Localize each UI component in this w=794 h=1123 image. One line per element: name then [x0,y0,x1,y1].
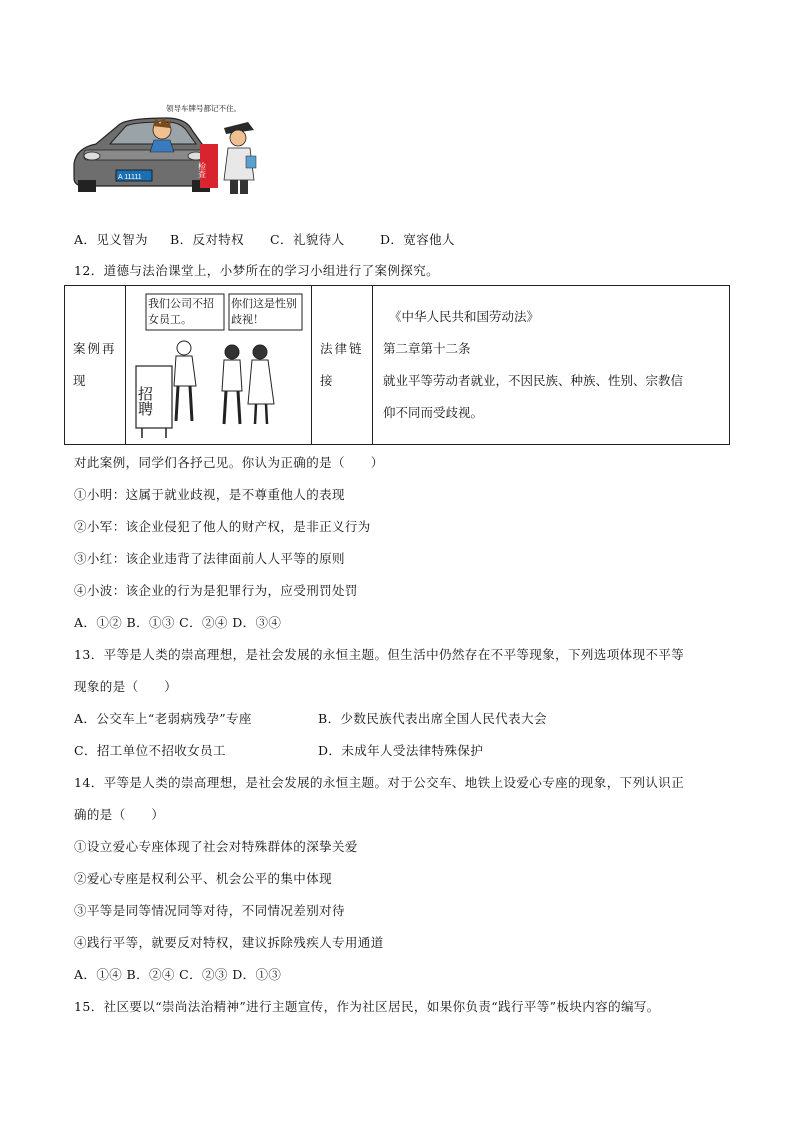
q13-option-a: A．公交车上“老弱病残孕”专座 [74,711,252,726]
recruit-sign: 招聘 [136,386,154,416]
law-article: 第二章第十二条 [383,341,471,356]
bubble-left: 我们公司不招女员工。 [148,297,214,326]
q14-item-1: ①设立爱心专座体现了社会对特殊群体的深挚关爱 [74,839,358,854]
q11-option-a: A．见义智为 [74,232,148,247]
q13-option-c: C．招工单位不招收女员工 [74,743,226,758]
q11-option-b: B．反对特权 [170,232,245,247]
q14-item-3: ③平等是同等情况同等对待，不同情况差别对待 [74,903,345,918]
law-text-2: 仰不同而受歧视。 [383,405,484,420]
q14-item-2: ②爱心专座是权利公平、机会公平的集中体现 [74,871,333,886]
q12-question: 对此案例，同学们各抒己见。你认为正确的是（ ） [74,455,384,470]
q12-item-1: ①小明：这属于就业歧视，是不尊重他人的表现 [74,487,345,502]
speech-text: 领导车牌号都记不住。 [166,104,241,113]
q11-option-d: D．宽容他人 [380,232,455,247]
q13-option-d: D．未成年人受法律特殊保护 [318,743,484,758]
q14-answers: A．①④ B．②④ C．②③ D．①③ [74,967,282,982]
law-title: 《中华人民共和国劳动法》 [389,309,540,324]
q12-item-3: ③小红：该企业违背了法律面前人人平等的原则 [74,551,345,566]
q12-item-4: ④小波：该企业的行为是犯罪行为，应受刑罚处罚 [74,583,358,598]
case-cartoon [126,286,312,444]
q13-stem-1: 13．平等是人类的崇高理想，是社会发展的永恒主题。但生活中仍然存在不平等现象，下列选项体现不平等 [74,647,685,662]
q13-stem-2: 现象的是（ ） [74,679,178,694]
q14-item-4: ④践行平等，就要反对特权，建议拆除残疾人专用通道 [74,935,384,950]
q11-illustration [70,100,270,200]
q12-answers: A．①② B．①③ C．②④ D．③④ [74,615,282,630]
q15-stem: 15．社区要以“崇尚法治精神”进行主题宣传，作为社区居民，如果你负责“践行平等”板块内容的编写。 [74,999,660,1014]
q12-stem: 12．道德与法治课堂上，小梦所在的学习小组进行了案例探究。 [74,263,440,278]
law-content [373,286,730,445]
q12-item-2: ②小军：该企业侵犯了他人的财产权，是非正义行为 [74,519,371,534]
q13-option-b: B．少数民族代表出席全国人民代表大会 [318,711,547,726]
law-text-1: 就业平等劳动者就业，不因民族、种族、性别、宗教信 [383,373,684,388]
law-label: 法律链接 [312,286,373,445]
bubble-right: 你们这是性别歧视！ [231,297,297,326]
case-table [64,285,730,445]
license-plate: A 11111 [118,174,142,181]
q11-option-c: C．礼貌待人 [270,232,345,247]
inspection-sign-text: 检查 [197,162,207,178]
q14-stem-1: 14．平等是人类的崇高理想，是社会发展的永恒主题。对于公交车、地铁上设爱心专座的现象，下列认识正 [74,775,685,790]
case-label: 案例再现 [65,286,126,445]
case-illustration [126,286,312,445]
q14-stem-2: 确的是（ ） [74,807,165,822]
